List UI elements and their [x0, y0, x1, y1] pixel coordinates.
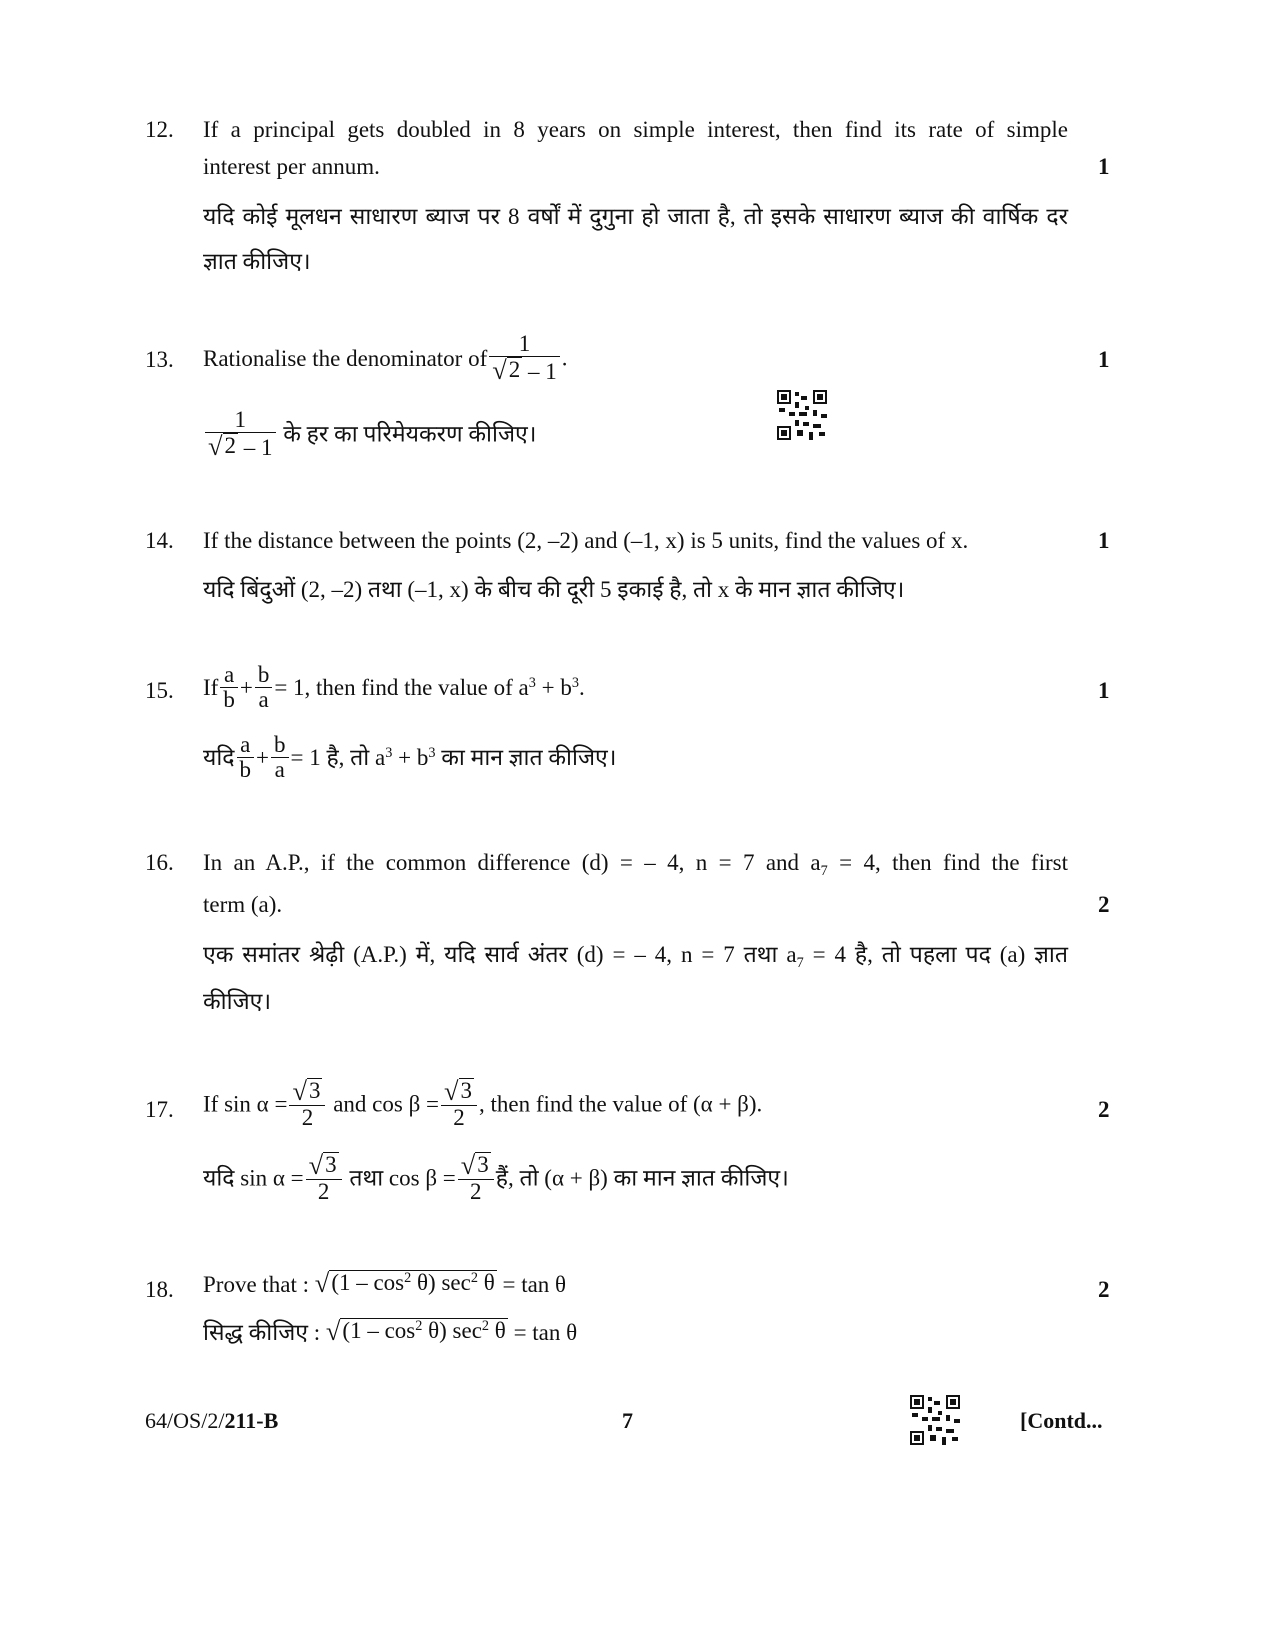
question-18-text-en: Prove that : √ $(1 - \cos^2 \theta)$ $\sec^2 \theta$ = tan θ	[203, 1268, 567, 1298]
question-14-text-en: If the distance between the points (2, –2) and (–1, x) is 5 units, find the values of x.	[203, 528, 969, 553]
question-12-text-hi-line2: ज्ञात कीजिए।	[203, 249, 311, 274]
question-16-marks: 2	[1098, 892, 1110, 917]
qr-code-icon	[777, 390, 827, 440]
question-13-number: 13.	[145, 347, 174, 372]
question-12-number: 12.	[145, 117, 174, 142]
question-17-text-en: If sin α = √ 3 2 and cos β = √ 3 2 , then find the value of (α + β).	[203, 1076, 763, 1131]
question-14-text-hi: यदि बिंदुओं (2, –2) तथा (–1, x) के बीच की दूरी 5 इकाई है, तो x के मान ज्ञात कीजिए।	[203, 577, 905, 602]
question-15-marks: 1	[1098, 678, 1110, 703]
question-13-text-en: Rationalise the denominator of 1 √ 2 – 1 .	[203, 331, 568, 386]
question-18-number: 18.	[145, 1277, 174, 1302]
question-12-text-en-line2: interest per annum.	[203, 154, 380, 179]
question-12-text-en-line1: If a principal gets doubled in 8 years on simple interest, then find its rate of simple	[203, 117, 1068, 142]
question-15-number: 15.	[145, 678, 174, 703]
question-14-marks: 1	[1098, 528, 1110, 553]
question-18-text-hi: सिद्ध कीजिए : √ $(1 - \cos^2 \theta)$ $\sec^2 \theta$ = tan θ	[203, 1316, 578, 1346]
question-13-text-hi: 1 √ 2 – 1 के हर का परिमेयकरण कीजिए।	[203, 408, 536, 460]
question-15-text-en: If $\frac{a}{b}$ + $\frac{b}{a}$ = 1, then find the value of $a^3 + b^3$.	[203, 662, 585, 713]
fraction-1-over-root2-minus-1-hi: 1 √ 2 – 1	[205, 408, 276, 460]
continued-label: [Contd...	[1020, 1408, 1103, 1433]
question-16-text-en-line1: In an A.P., if the common difference (d) = – 4, n = 7 and $a_7 = 4$, then find the first	[203, 850, 1068, 879]
paper-code: 64/OS/2/211-B	[145, 1408, 279, 1433]
question-15-text-hi: यदि $\frac{a}{b}$ + $\frac{b}{a}$ = 1 है, तो $a^3 + b^3$ का मान ज्ञात कीजिए।	[203, 732, 617, 783]
question-16-text-hi-line1: एक समांतर श्रेढ़ी (A.P.) में, यदि सार्व अंतर (d) = – 4, n = 7 तथा $a_7 = 4$ है, तो पहला पद (a) ज्ञात	[203, 942, 1068, 971]
question-16-number: 16.	[145, 850, 174, 875]
question-16-text-hi-line2: कीजिए।	[203, 989, 272, 1014]
question-18-marks: 2	[1098, 1277, 1110, 1302]
question-17-number: 17.	[145, 1097, 174, 1122]
question-13-marks: 1	[1098, 347, 1110, 372]
page-number: 7	[622, 1408, 633, 1433]
question-12-text-hi-line1: यदि कोई मूलधन साधारण ब्याज पर 8 वर्षों में दुगुना हो जाता है, तो इसके साधारण ब्याज की वार्षिक दर	[203, 204, 1068, 229]
question-16-text-en-line2: term (a).	[203, 892, 283, 917]
question-12-marks: 1	[1098, 154, 1110, 179]
footer-qr-code-icon	[910, 1395, 960, 1445]
fraction-1-over-root2-minus-1: 1 √ 2 – 1	[489, 332, 560, 384]
question-14-number: 14.	[145, 528, 174, 553]
question-17-text-hi: यदि sin α = √ 3 2 तथा cos β = √ 3 2 हैं, तो (α + β) का मान ज्ञात कीजिए।	[203, 1150, 789, 1205]
question-17-marks: 2	[1098, 1097, 1110, 1122]
